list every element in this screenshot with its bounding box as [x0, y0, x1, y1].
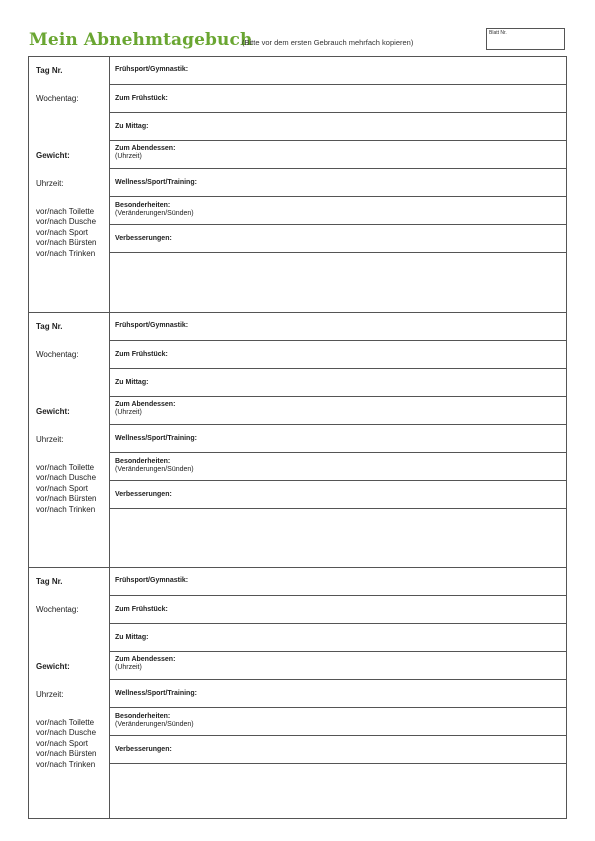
- free-notes-area[interactable]: [110, 509, 566, 567]
- row-label: Frühsport/Gymnastik:: [115, 577, 189, 584]
- morning-exercise-row[interactable]: [110, 57, 566, 85]
- weighing-conditions-list: [36, 463, 96, 515]
- condition-item: vor/nach Dusche: [36, 473, 97, 483]
- row-sublabel: (Uhrzeit): [115, 664, 142, 671]
- day-entries-column: [110, 568, 566, 818]
- weekday-label: Wochentag:: [36, 605, 79, 614]
- day-info-column: [29, 57, 110, 312]
- condition-item: vor/nach Toilette: [36, 718, 95, 727]
- weight-label: Gewicht:: [36, 151, 70, 160]
- free-notes-area[interactable]: [110, 764, 566, 818]
- row-label: Verbesserungen:: [115, 235, 172, 242]
- row-sublabel: (Veränderungen/Sünden): [115, 721, 194, 728]
- weekday-label: Wochentag:: [36, 94, 79, 103]
- row-sublabel: (Uhrzeit): [115, 153, 142, 160]
- improvements-row[interactable]: [110, 736, 566, 764]
- sheet-number-label: Blatt Nr.: [489, 30, 507, 36]
- row-label: Wellness/Sport/Training:: [115, 435, 197, 442]
- day-number-label: Tag Nr.: [36, 66, 63, 75]
- day-info-column: [29, 568, 110, 818]
- special-notes-row[interactable]: [110, 708, 566, 736]
- row-label: Zum Frühstück:: [115, 351, 168, 358]
- weight-label: Gewicht:: [36, 407, 70, 416]
- day-block: [29, 567, 566, 818]
- row-label: Zu Mittag:: [115, 634, 149, 641]
- day-block: [29, 57, 566, 312]
- free-notes-area[interactable]: [110, 253, 566, 312]
- condition-item: vor/nach Sport: [36, 227, 89, 237]
- special-notes-row[interactable]: [110, 197, 566, 225]
- breakfast-row[interactable]: [110, 596, 566, 624]
- morning-exercise-row[interactable]: [110, 568, 566, 596]
- lunch-row[interactable]: [110, 113, 566, 141]
- page-subtitle: (Bitte vor dem ersten Gebrauch mehrfach kopieren): [242, 38, 414, 47]
- row-label: Frühsport/Gymnastik:: [115, 322, 189, 329]
- diary-sheet: [28, 56, 567, 819]
- row-label: Zum Abendessen:: [115, 401, 176, 408]
- dinner-row[interactable]: [110, 652, 566, 680]
- condition-item: vor/nach Dusche: [36, 728, 97, 738]
- wellness-row[interactable]: [110, 680, 566, 708]
- condition-item: vor/nach Bürsten: [36, 238, 97, 248]
- condition-item: vor/nach Trinken: [36, 248, 96, 258]
- row-label: Verbesserungen:: [115, 746, 172, 753]
- row-label: Wellness/Sport/Training:: [115, 179, 197, 186]
- condition-item: vor/nach Dusche: [36, 217, 97, 227]
- row-sublabel: (Uhrzeit): [115, 409, 142, 416]
- row-sublabel: (Veränderungen/Sünden): [115, 466, 194, 473]
- breakfast-row[interactable]: [110, 341, 566, 369]
- weighing-conditions-list: [36, 207, 96, 259]
- row-sublabel: (Veränderungen/Sünden): [115, 210, 194, 217]
- sheet-number-field[interactable]: [486, 28, 565, 50]
- day-number-label: Tag Nr.: [36, 322, 63, 331]
- row-label: Zu Mittag:: [115, 379, 149, 386]
- dinner-row[interactable]: [110, 397, 566, 425]
- row-label: Besonderheiten:: [115, 713, 171, 720]
- time-label: Uhrzeit:: [36, 690, 64, 699]
- weekday-label: Wochentag:: [36, 350, 79, 359]
- lunch-row[interactable]: [110, 624, 566, 652]
- condition-item: vor/nach Bürsten: [36, 749, 97, 759]
- day-info-column: [29, 313, 110, 567]
- row-label: Besonderheiten:: [115, 458, 171, 465]
- row-label: Besonderheiten:: [115, 202, 171, 209]
- page-title: Mein Abnehmtagebuch: [29, 30, 253, 50]
- condition-item: vor/nach Sport: [36, 483, 89, 493]
- day-entries-column: [110, 313, 566, 567]
- row-label: Zum Frühstück:: [115, 606, 168, 613]
- row-label: Zum Abendessen:: [115, 656, 176, 663]
- wellness-row[interactable]: [110, 169, 566, 197]
- breakfast-row[interactable]: [110, 85, 566, 113]
- row-label: Wellness/Sport/Training:: [115, 690, 197, 697]
- day-number-label: Tag Nr.: [36, 577, 63, 586]
- condition-item: vor/nach Toilette: [36, 207, 95, 216]
- condition-item: vor/nach Trinken: [36, 759, 96, 769]
- day-entries-column: [110, 57, 566, 312]
- condition-item: vor/nach Sport: [36, 738, 89, 748]
- lunch-row[interactable]: [110, 369, 566, 397]
- row-label: Frühsport/Gymnastik:: [115, 66, 189, 73]
- condition-item: vor/nach Bürsten: [36, 494, 97, 504]
- day-block: [29, 312, 566, 567]
- improvements-row[interactable]: [110, 225, 566, 253]
- time-label: Uhrzeit:: [36, 179, 64, 188]
- special-notes-row[interactable]: [110, 453, 566, 481]
- morning-exercise-row[interactable]: [110, 313, 566, 341]
- dinner-row[interactable]: [110, 141, 566, 169]
- improvements-row[interactable]: [110, 481, 566, 509]
- condition-item: vor/nach Trinken: [36, 504, 96, 514]
- row-label: Zu Mittag:: [115, 123, 149, 130]
- wellness-row[interactable]: [110, 425, 566, 453]
- condition-item: vor/nach Toilette: [36, 463, 95, 472]
- row-label: Zum Abendessen:: [115, 145, 176, 152]
- weighing-conditions-list: [36, 718, 96, 770]
- weight-label: Gewicht:: [36, 662, 70, 671]
- row-label: Zum Frühstück:: [115, 95, 168, 102]
- time-label: Uhrzeit:: [36, 435, 64, 444]
- row-label: Verbesserungen:: [115, 491, 172, 498]
